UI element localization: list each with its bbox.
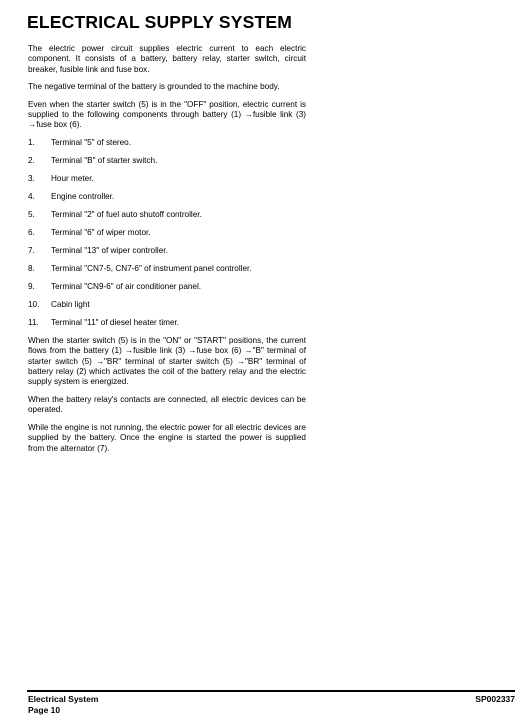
list-item bbox=[28, 318, 306, 328]
list-item bbox=[28, 138, 306, 148]
list-item-text: Terminal "13" of wiper controller. bbox=[51, 245, 168, 255]
body-content bbox=[28, 44, 306, 461]
list-item-number: 11. bbox=[28, 317, 39, 327]
list-item bbox=[28, 174, 306, 184]
list-item-number: 2. bbox=[28, 155, 35, 165]
footer-divider bbox=[27, 690, 515, 692]
page-title: ELECTRICAL SUPPLY SYSTEM bbox=[27, 12, 293, 32]
list-item bbox=[28, 192, 306, 202]
list-item bbox=[28, 228, 306, 238]
list-item-number: 9. bbox=[28, 281, 35, 291]
list-item-number: 7. bbox=[28, 245, 35, 255]
list-item-text: Terminal "CN7-5, CN7-6" of instrument panel controller. bbox=[51, 263, 252, 273]
footer-page-number: Page 10 bbox=[28, 705, 61, 715]
list-item-number: 6. bbox=[28, 227, 35, 237]
list-item-text: Terminal "6" of wiper motor. bbox=[51, 227, 151, 237]
list-item-text: Terminal "B" of starter switch. bbox=[51, 155, 158, 165]
list-item-number: 10. bbox=[28, 299, 40, 309]
list-item-number: 5. bbox=[28, 209, 35, 219]
on-start-paragraph: When the starter switch (5) is in the "ON" or "START" positions, the current flows from the battery (1) →fusible link (3) →fuse box (6) →"B" terminal of starter switch (5) →"BR" terminal of starter switch (5) →"BR" terminal of battery relay (2) which activates the coil of the battery relay and the electric supply system is energized. bbox=[28, 335, 306, 387]
list-item-text: Terminal "2" of fuel auto shutoff controller. bbox=[51, 209, 202, 219]
list-item bbox=[28, 210, 306, 220]
list-item-text: Terminal "CN9-6" of air conditioner panel. bbox=[51, 281, 202, 291]
list-item-text: Cabin light bbox=[51, 299, 90, 309]
component-list bbox=[28, 138, 306, 328]
list-item-number: 1. bbox=[28, 137, 35, 147]
footer-section-title: Electrical System bbox=[28, 694, 99, 704]
footer-document-code: SP002337 bbox=[475, 694, 515, 704]
list-item-text: Engine controller. bbox=[51, 191, 115, 201]
list-item-text: Terminal "11" of diesel heater timer. bbox=[51, 317, 180, 327]
list-item bbox=[28, 300, 306, 310]
off-position-paragraph: Even when the starter switch (5) is in the "OFF" position, electric current is supplied to the following components through battery (1) →fusible link (3) →fuse box (6). bbox=[28, 99, 306, 130]
relay-contacts-paragraph: When the battery relay's contacts are connected, all electric devices can be operated. bbox=[28, 394, 306, 415]
list-item bbox=[28, 246, 306, 256]
list-item bbox=[28, 282, 306, 292]
list-item bbox=[28, 264, 306, 274]
list-item-number: 3. bbox=[28, 173, 35, 183]
list-item-number: 8. bbox=[28, 263, 35, 273]
intro-paragraph: The electric power circuit supplies electric current to each electric component. It consists of a battery, battery relay, starter switch, circuit breaker, fusible link and fuse box. bbox=[28, 44, 306, 74]
list-item bbox=[28, 156, 306, 166]
list-item-text: Terminal "5" of stereo. bbox=[51, 137, 131, 147]
list-item-number: 4. bbox=[28, 191, 35, 201]
list-item-text: Hour meter. bbox=[51, 173, 94, 183]
power-source-paragraph: While the engine is not running, the electric power for all electric devices are supplied by the battery. Once the engine is started the power is supplied from the alternator (7). bbox=[28, 422, 306, 453]
footer-left bbox=[28, 694, 98, 716]
ground-paragraph: The negative terminal of the battery is grounded to the machine body. bbox=[28, 82, 280, 92]
